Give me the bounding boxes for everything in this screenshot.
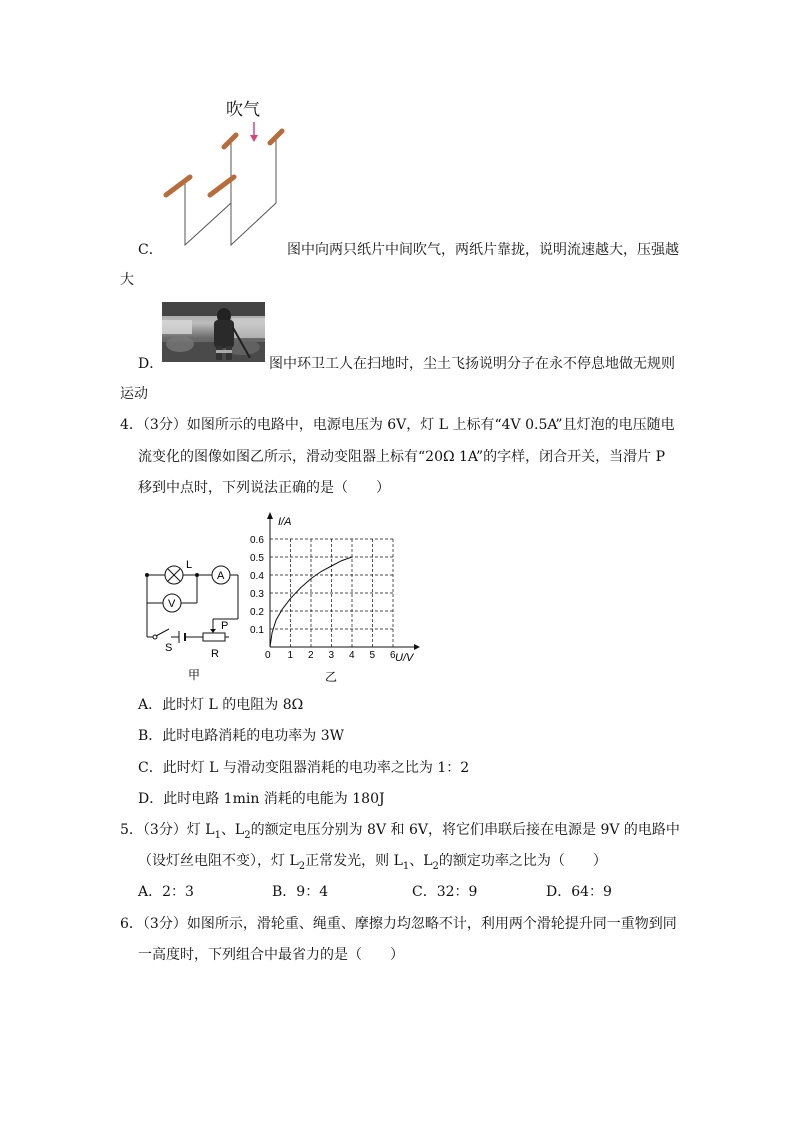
q4-option-c[interactable]: C．此时灯 L 与滑动变阻器消耗的电功率之比为 1：2 xyxy=(138,760,470,776)
q5-option-c[interactable]: C．32：9 xyxy=(412,884,478,900)
option-d-letter: D． xyxy=(138,356,164,372)
circuit-diagram xyxy=(135,555,245,685)
rod-left-upper xyxy=(224,135,236,147)
chart-grid xyxy=(270,539,393,647)
q5-text-seg: 、L xyxy=(220,822,245,838)
voltmeter-label: V xyxy=(168,598,176,610)
origin-label: 0 xyxy=(265,650,271,661)
q4-stem-line-1: 4．（3分）如图所示的电路中，电源电压为 6V，灯 L 上标有“4V 0.5A”且灯泡的电压随电 xyxy=(120,417,675,433)
y-tick-label: 0.4 xyxy=(250,571,264,582)
switch-label: S xyxy=(165,642,173,654)
option-d-text-cont: 运动 xyxy=(120,386,148,402)
rheostat-label: R xyxy=(211,648,219,660)
chart-axes xyxy=(267,512,420,650)
x-axis-arrow xyxy=(414,644,420,650)
q4-option-d[interactable]: D．此时电路 1min 消耗的电能为 180J xyxy=(138,791,385,807)
q5-stem-line-2 xyxy=(138,851,607,877)
rheostat-icon xyxy=(203,633,225,641)
x-tick-label: 1 xyxy=(287,650,294,661)
q5-subscript: 2 xyxy=(432,860,439,872)
option-c-letter: C． xyxy=(138,242,163,258)
option-c-figure xyxy=(158,95,288,250)
graph-caption: 乙 xyxy=(325,670,338,684)
option-c-text-cont: 大 xyxy=(120,272,134,288)
q6-stem-line-2: 一高度时，下列组合中最省力的是（ ） xyxy=(138,947,404,963)
q5-text-seg: 正常发光，则 L xyxy=(305,853,403,869)
q5-stem-line-1 xyxy=(120,820,680,846)
q4-stem-line-2: 流变化的图像如图乙所示，滑动变阻器上标有“20Ω 1A”的字样，闭合开关，当滑片 P xyxy=(138,449,666,465)
sweeper-photo xyxy=(162,302,265,362)
q5-text-seg: 的额定功率之比为（ ） xyxy=(438,853,607,869)
q5-text-seg: 5．（3分）灯 L xyxy=(120,822,215,838)
blow-label: 吹气 xyxy=(226,100,260,119)
y-tick-label: 0.1 xyxy=(250,625,264,636)
paper-sheet-left xyxy=(185,141,231,245)
y-axis-arrow xyxy=(267,512,273,519)
q5-subscript: 2 xyxy=(298,860,306,872)
y-tick-label: 0.6 xyxy=(250,535,264,546)
q5-text-seg: （设灯丝电阻不变），灯 L xyxy=(138,853,299,869)
current-voltage-chart xyxy=(248,505,423,685)
street-sweeper-image xyxy=(162,302,265,362)
q4-option-a[interactable]: A．此时灯 L 的电阻为 8Ω xyxy=(138,697,304,713)
y-axis-label: I/A xyxy=(278,516,292,528)
rod-right-lower xyxy=(210,177,234,195)
q5-option-a[interactable]: A．2：3 xyxy=(138,884,194,900)
q5-text-seg: 、L xyxy=(409,853,433,869)
circuit-schematic xyxy=(135,555,245,685)
x-tick-label: 3 xyxy=(328,650,335,661)
paper-sheets-diagram xyxy=(158,95,288,250)
circuit-caption: 甲 xyxy=(188,668,201,682)
q5-text-seg: 的额定电压分别为 8V 和 6V，将它们串联后接在电源是 9V 的电路中 xyxy=(250,822,680,838)
x-tick-label: 2 xyxy=(308,650,314,661)
y-tick-label: 0.5 xyxy=(250,553,264,564)
q5-subscript: 1 xyxy=(402,860,410,872)
option-d-text: 图中环卫工人在扫地时，尘土飞扬说明分子在永不停息地做无规则 xyxy=(269,356,675,372)
x-tick-label: 6 xyxy=(390,650,396,661)
option-c-text: 图中向两只纸片中间吹气，两纸片靠拢，说明流速越大，压强越 xyxy=(287,242,679,258)
x-tick-label: 5 xyxy=(369,650,376,661)
lamp-label: L xyxy=(186,559,193,571)
blow-arrow-head xyxy=(250,135,258,142)
q4-stem-line-3: 移到中点时，下列说法正确的是（ ） xyxy=(138,480,390,496)
switch-icon xyxy=(156,629,169,636)
q5-subscript: 2 xyxy=(244,829,251,841)
iu-graph xyxy=(248,505,423,685)
chart-tick-labels xyxy=(250,535,396,661)
q5-subscript: 1 xyxy=(214,829,221,841)
q6-stem-line-1: 6．（3分）如图所示，滑轮重、绳重、摩擦力均忽略不计，利用两个滑轮提升同一重物到同 xyxy=(120,916,677,932)
y-tick-label: 0.2 xyxy=(250,607,264,618)
q5-option-b[interactable]: B．9：4 xyxy=(272,884,329,900)
x-tick-label: 4 xyxy=(349,650,355,661)
slider-label: P xyxy=(221,620,229,632)
ammeter-label: A xyxy=(217,570,225,582)
paper-sheet-right xyxy=(231,139,276,245)
rod-left-lower xyxy=(166,177,190,195)
q4-option-b[interactable]: B．此时电路消耗的电功率为 3W xyxy=(138,728,345,744)
y-tick-label: 0.3 xyxy=(250,589,264,600)
q5-option-d[interactable]: D．64：9 xyxy=(546,884,612,900)
x-axis-label: U/V xyxy=(395,652,414,664)
